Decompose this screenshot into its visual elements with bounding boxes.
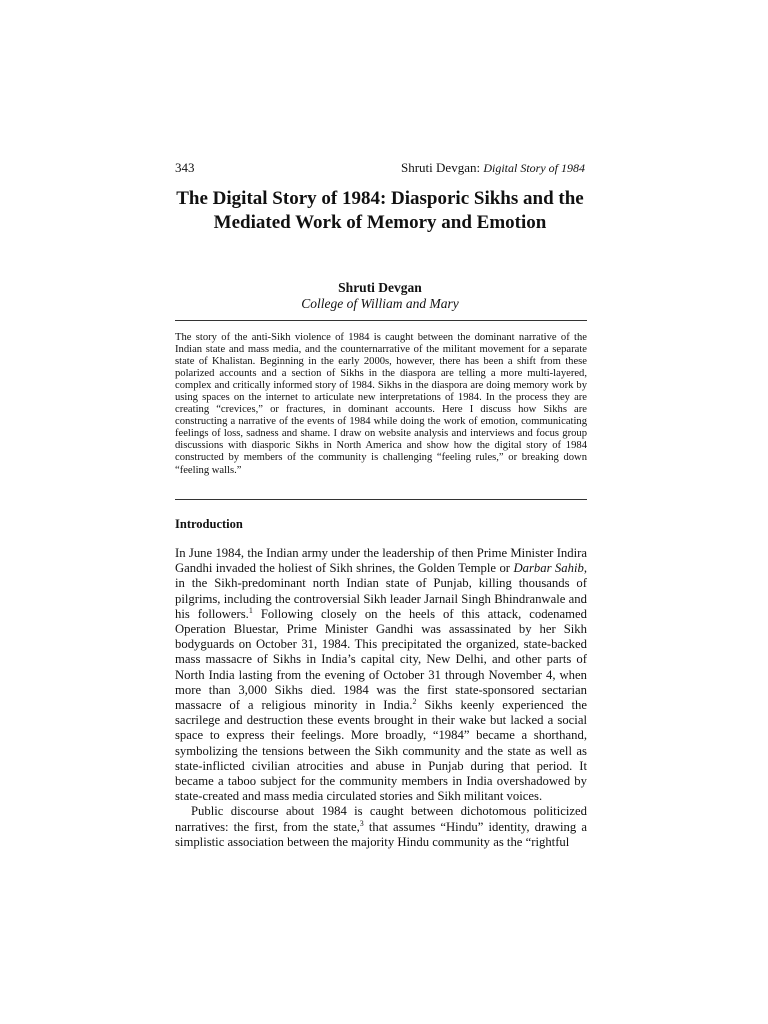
text-run: , in the Sikh-predominant north Indian state of Punjab, killing thousands of pilgrims, including the controversial Sikh leader Jarnail Singh Bhindranwale and his followers. [175, 561, 587, 621]
paragraph-2 [175, 804, 587, 850]
running-journal: Digital Story of 1984 [483, 161, 585, 175]
abstract: The story of the anti-Sikh violence of 1984 is caught between the dominant narrative of the Indian state and mass media, and the counternarrative of the militant movement for a separate state of Khalistan. Beginning in the early 2000s, however, there has been a shift from these polarized accounts and a section of Sikhs in the diaspora are telling a more multi-layered, complex and critically informed story of 1984. Sikhs in the diaspora are doing memory work by using spaces on the internet to articulate new interpretations of 1984. In the process they are creating “crevices,” or fractures, in dominant accounts. Here I discuss how Sikhs are constructing a narrative of the events of 1984 while doing the work of emotion, communicating feelings of loss, sadness and shame. I draw on website analysis and interviews and focus group discussions with diasporic Sikhs in North America and show how the digital story of 1984 constructed by members of the community is challenging “feeling rules,” or breaking down “feeling walls.” [175, 332, 587, 476]
introduction-body [175, 546, 587, 850]
footnote-marker[interactable]: 1 [248, 605, 253, 615]
italic-term: Darbar Sahib [513, 561, 584, 576]
abstract-top-rule [175, 320, 587, 321]
abstract-bottom-rule [175, 499, 587, 500]
running-author: Shruti Devgan: [401, 160, 481, 175]
author-affiliation: College of William and Mary [301, 296, 459, 311]
paragraph-1 [175, 546, 587, 804]
running-title [401, 160, 585, 176]
text-run: Following closely on the heels of this attack, codenamed Operation Bluestar, Prime Minister Gandhi was assassinated by her Sikh bodyguards on October 31, 1984. This precipitated the organized, state-backed mass massacre of Sikhs in India’s capital city, New Delhi, and other parts of North India lasting from the evening of October 31 through November 4, when more than 3,000 Sikhs died. 1984 was the first state-sponsored sectarian massacre of a religious minority in India. [175, 606, 587, 713]
page-number: 343 [175, 160, 195, 175]
footnote-marker[interactable]: 2 [412, 696, 417, 706]
running-head [175, 160, 585, 176]
article-title: The Digital Story of 1984: Diasporic Sikhs and the Mediated Work of Memory and Emotion [176, 188, 584, 233]
footnote-marker[interactable]: 3 [359, 818, 364, 828]
text-run: Public discourse about 1984 is caught between dichotomous politicized narratives: the first, from the state, [175, 804, 587, 834]
text-run: Sikhs keenly experienced the sacrilege and destruction these events brought in their wake but lacked a social space to express their feelings. More broadly, “1984” became a shorthand, symbolizing the tensions between the Sikh community and the state as well as state-inflicted civilian atrocities and abuse in Punjab during that period. It became a taboo subject for the community members in India overshadowed by state-created and mass media circulated stories and Sikh militant voices. [175, 698, 588, 804]
text-run: In June 1984, the Indian army under the leadership of then Prime Minister Indira Gandhi invaded the holiest of Sikh shrines, the Golden Temple or [175, 546, 587, 576]
text-run: that assumes “Hindu” identity, drawing a simplistic association between the majority Hindu community as the “rightful [175, 819, 587, 849]
author-name: Shruti Devgan [338, 280, 422, 295]
section-heading-introduction: Introduction [175, 517, 243, 531]
